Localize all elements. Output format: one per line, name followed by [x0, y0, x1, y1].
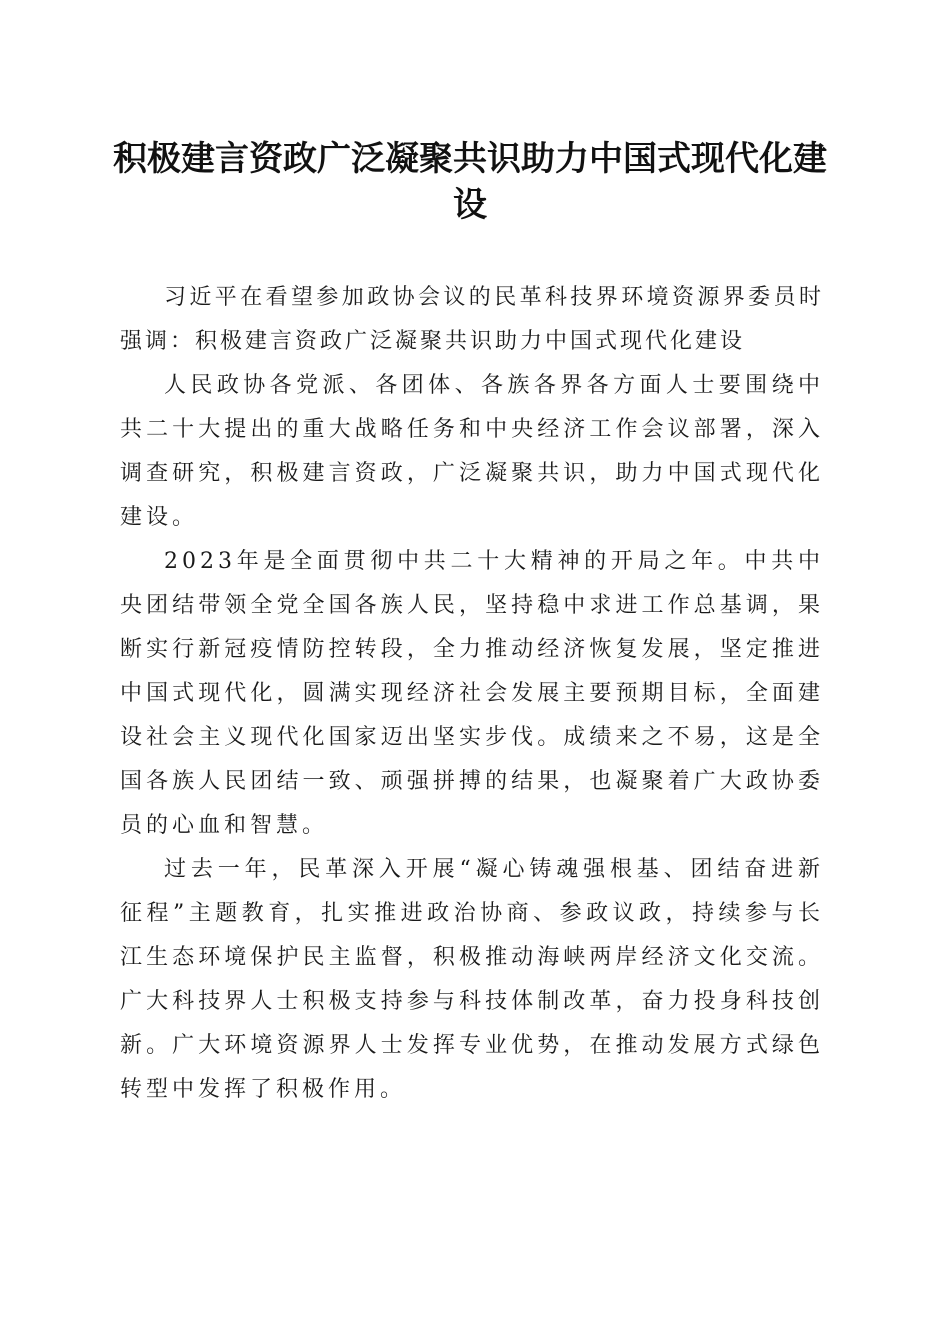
paragraph-3: 2023年是全面贯彻中共二十大精神的开局之年。中共中央团结带领全党全国各族人民，坚持稳中求进工作总基调，果断实行新冠疫情防控转段，全力推动经济恢复发展，坚定推进中国式现代化，圆满实现经济社会发展主要预期目标，全面建设社会主义现代化国家迈出坚实步伐。成绩来之不易，这是全国各族人民团结一致、顽强拼搏的结果，也凝聚着广大政协委员的心血和智慧。 — [120, 549, 824, 838]
paragraph-4: 过去一年，民革深入开展“凝心铸魂强根基、团结奋进新征程”主题教育，扎实推进政治协商、参政议政，持续参与长江生态环境保护民主监督，积极推动海峡两岸经济文化交流。广大科技界人士积极支持参与科技体制改革，奋力投身科技创新。广大环境资源界人士发挥专业优势，在推动发展方式绿色转型中发挥了积极作用。 — [120, 857, 824, 1102]
paragraph-2: 人民政协各党派、各团体、各族各界各方面人士要围绕中共二十大提出的重大战略任务和中央经济工作会议部署，深入调查研究，积极建言资政，广泛凝聚共识，助力中国式现代化建设。 — [120, 373, 824, 530]
document-title: 积极建言资政广泛凝聚共识助力中国式现代化建设 — [113, 139, 827, 225]
paragraph-1: 习近平在看望参加政协会议的民革科技界环境资源界委员时强调：积极建言资政广泛凝聚共识助力中国式现代化建设 — [120, 285, 824, 354]
document-body — [120, 276, 824, 1112]
